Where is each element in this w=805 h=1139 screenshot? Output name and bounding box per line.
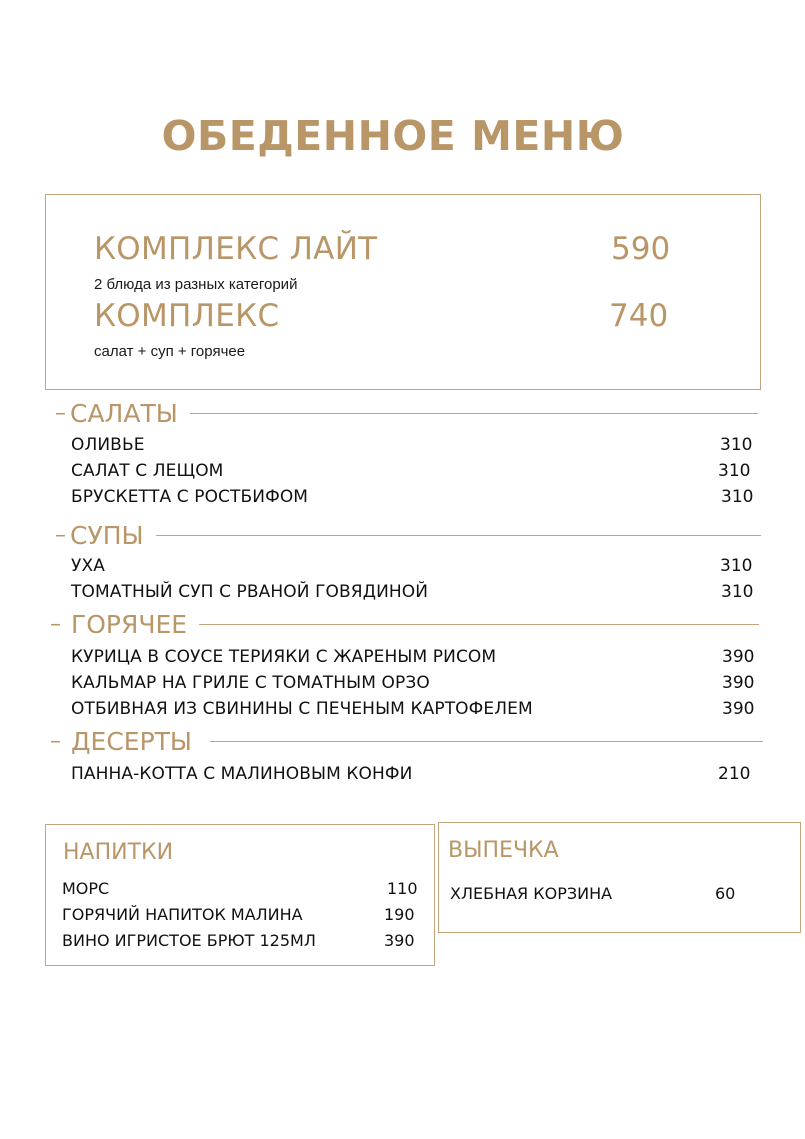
bakery-item-price: 60 xyxy=(715,884,736,903)
dash: – xyxy=(55,523,66,548)
drink-item-price: 390 xyxy=(384,931,415,950)
section-heading-desserts xyxy=(50,727,763,756)
menu-item-name: КАЛЬМАР НА ГРИЛЕ С ТОМАТНЫМ ОРЗО xyxy=(71,673,430,693)
menu-item-price: 310 xyxy=(718,461,751,481)
combo-box xyxy=(45,194,761,390)
dash: – xyxy=(50,729,61,754)
bakery-item-name: ХЛЕБНАЯ КОРЗИНА xyxy=(450,884,613,903)
section-title: САЛАТЫ xyxy=(70,399,178,428)
section-title: ГОРЯЧЕЕ xyxy=(71,610,188,639)
combo-description: салат + суп + горячее xyxy=(94,343,246,360)
menu-item-price: 390 xyxy=(722,699,755,719)
drinks-box xyxy=(45,824,435,966)
box-title: ВЫПЕЧКА xyxy=(448,838,559,863)
box-title: НАПИТКИ xyxy=(63,840,174,865)
drink-item-price: 110 xyxy=(387,879,418,898)
menu-item-name: ОТБИВНАЯ ИЗ СВИНИНЫ С ПЕЧЕНЫМ КАРТОФЕЛЕМ xyxy=(71,699,533,719)
section-divider xyxy=(190,413,758,414)
menu-item-name: КУРИЦА В СОУСЕ ТЕРИЯКИ С ЖАРЕНЫМ РИСОМ xyxy=(71,647,497,667)
section-divider xyxy=(199,624,759,625)
section-title: СУПЫ xyxy=(70,521,144,550)
dash: – xyxy=(50,612,61,637)
combo-description: 2 блюда из разных категорий xyxy=(94,276,298,293)
menu-item-price: 310 xyxy=(720,435,753,455)
section-heading-hot xyxy=(50,610,759,639)
section-title: ДЕСЕРТЫ xyxy=(71,727,192,756)
combo-name: КОМПЛЕКС ЛАЙТ xyxy=(94,231,378,267)
menu-item-name: ТОМАТНЫЙ СУП С РВАНОЙ ГОВЯДИНОЙ xyxy=(71,582,429,602)
drink-item-name: МОРС xyxy=(62,879,110,898)
drink-item-name: ГОРЯЧИЙ НАПИТОК МАЛИНА xyxy=(62,905,303,924)
section-heading-soups xyxy=(55,521,761,550)
menu-item-price: 210 xyxy=(718,764,751,784)
drink-item-name: ВИНО ИГРИСТОЕ БРЮТ 125МЛ xyxy=(62,931,316,950)
menu-item-name: ПАННА-КОТТА С МАЛИНОВЫМ КОНФИ xyxy=(71,764,413,784)
menu-item-name: САЛАТ С ЛЕЩОМ xyxy=(71,461,224,481)
dash: – xyxy=(55,401,66,426)
drink-item-price: 190 xyxy=(384,905,415,924)
menu-item-price: 390 xyxy=(722,647,755,667)
section-heading-salads xyxy=(55,399,758,428)
menu-item-price: 310 xyxy=(721,582,754,602)
menu-item-price: 390 xyxy=(722,673,755,693)
bakery-box xyxy=(438,822,801,933)
menu-item-name: ОЛИВЬЕ xyxy=(71,435,145,455)
menu-item-price: 310 xyxy=(720,556,753,576)
menu-item-price: 310 xyxy=(721,487,754,507)
menu-item-name: УХА xyxy=(71,556,105,576)
combo-price: 590 xyxy=(611,231,671,267)
page-title: ОБЕДЕННОЕ МЕНЮ xyxy=(161,112,625,160)
section-divider xyxy=(210,741,763,742)
menu-item-name: БРУСКЕТТА С РОСТБИФОМ xyxy=(71,487,309,507)
combo-name: КОМПЛЕКС xyxy=(94,298,280,334)
section-divider xyxy=(156,535,761,536)
combo-price: 740 xyxy=(609,298,669,334)
